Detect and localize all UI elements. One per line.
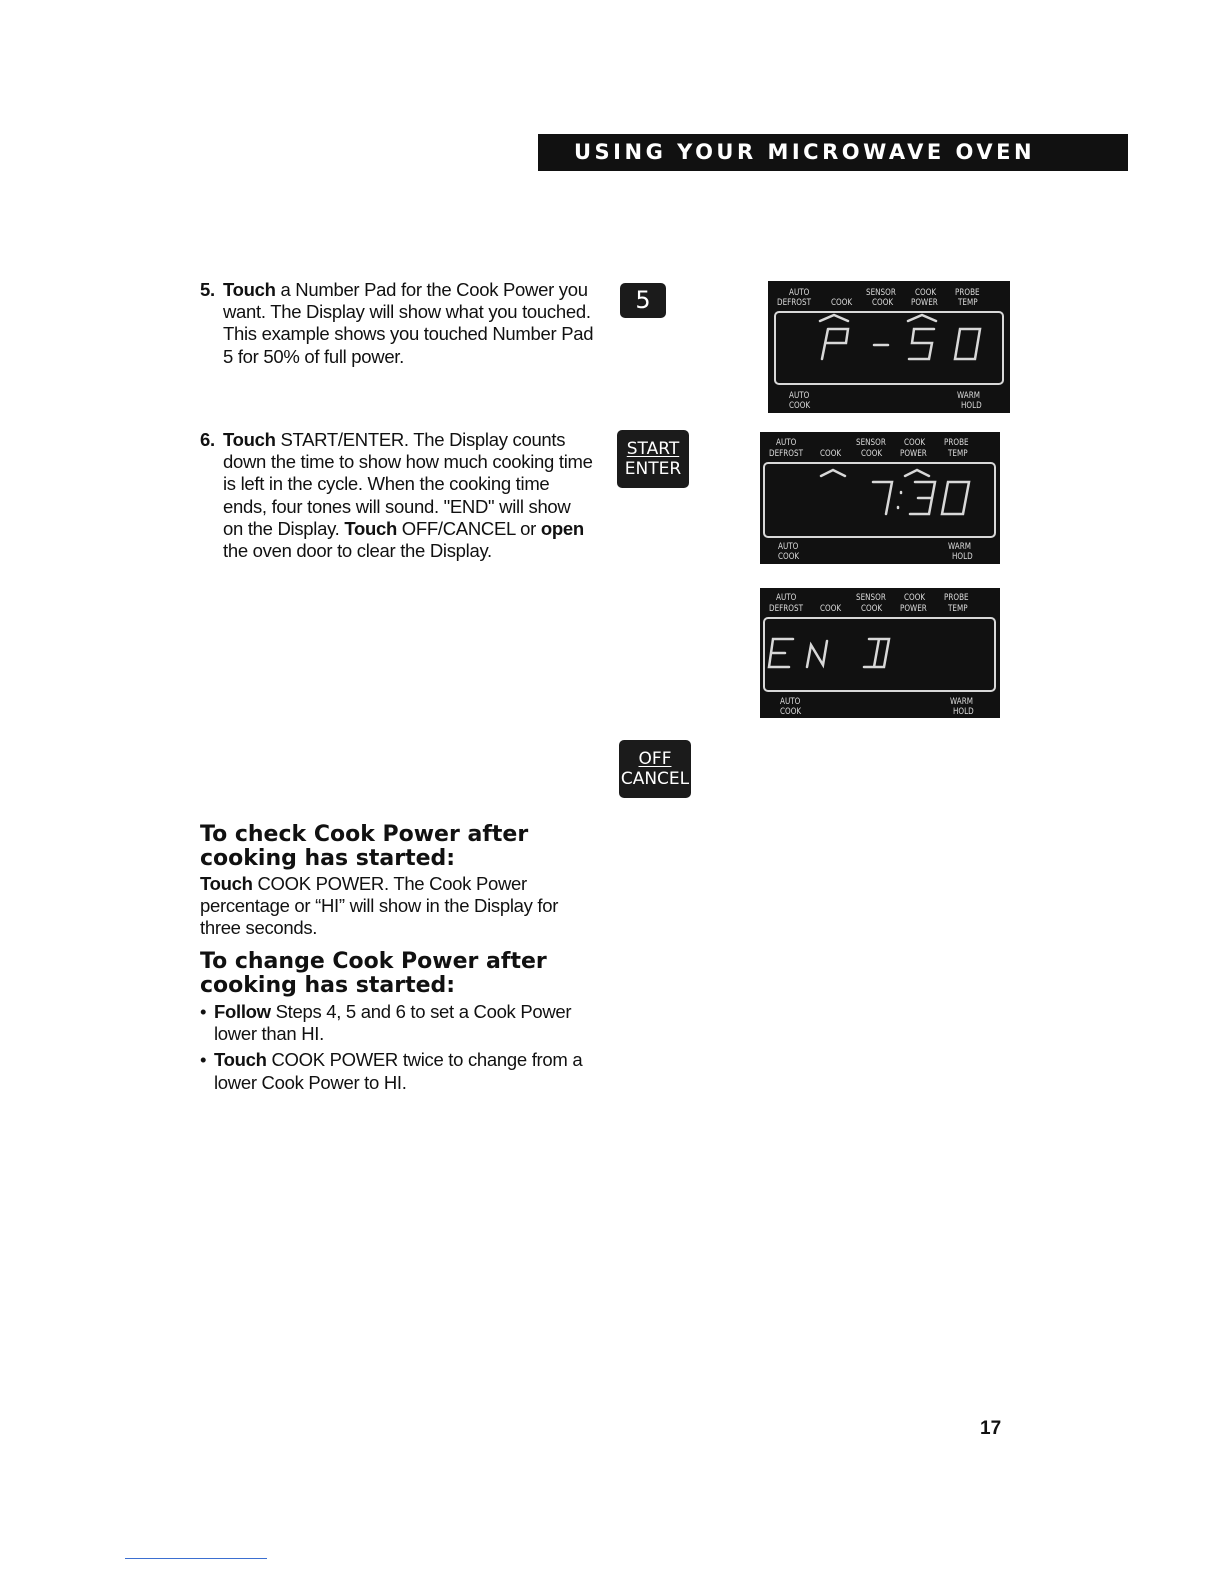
display-panel-power: AUTO DEFROST COOK SENSOR COOK COOK POWER PROBE TEMP AUTO COOK WARM HOLD (768, 281, 1010, 413)
display-screen (763, 462, 996, 538)
display-panel-end: AUTO DEFROST COOK SENSOR COOK COOK POWER PROBE TEMP AUTO COOK WARM HOLD (760, 588, 1000, 718)
list-item: • Touch COOK POWER twice to change from a lower Cook Power to HI. (200, 1049, 583, 1093)
check-cook-power-heading: To check Cook Power after cooking has started: (200, 822, 529, 871)
start-enter-pad-illustration: START ENTER (617, 430, 689, 488)
list-item: • Follow Steps 4, 5 and 6 to set a Cook Power lower than HI. (200, 1001, 572, 1045)
page-number: 17 (980, 1418, 1002, 1439)
number-pad-5-illustration: 5 (620, 283, 666, 318)
display-screen (774, 311, 1004, 385)
readout-end (765, 619, 996, 692)
check-cook-power-text: Touch COOK POWER. The Cook Power percentage or “HI” will show in the Display for three seconds. (200, 873, 559, 939)
change-cook-power-list (200, 1001, 600, 1098)
footer-divider (125, 1558, 267, 1559)
readout-p-50 (776, 313, 1004, 385)
step-text: Touch a Number Pad for the Cook Power you want. The Display will show what you touched. This example shows you touched Number Pad 5 for 50% of full power. (223, 279, 594, 367)
step-text: Touch START/ENTER. The Display counts down the time to show how much cooking time is left in the cycle. When the cooking time ends, four tones will sound. "END" will show on the Display. Touch OFF/CANCEL or open the oven door to clear the Display. (223, 429, 593, 562)
step-5 (200, 279, 595, 368)
off-cancel-pad-illustration: OFF CANCEL (619, 740, 691, 798)
step-number: 6. (200, 429, 215, 450)
step-6 (200, 429, 595, 562)
display-panel-countdown: AUTO DEFROST COOK SENSOR COOK COOK POWER PROBE TEMP AUTO COOK WARM HOLD (760, 432, 1000, 564)
display-screen (763, 617, 996, 692)
step-number: 5. (200, 279, 215, 300)
change-cook-power-heading: To change Cook Power after cooking has started: (200, 949, 547, 998)
readout-7-30 (765, 464, 996, 538)
section-header: USING YOUR MICROWAVE OVEN (538, 134, 1128, 171)
